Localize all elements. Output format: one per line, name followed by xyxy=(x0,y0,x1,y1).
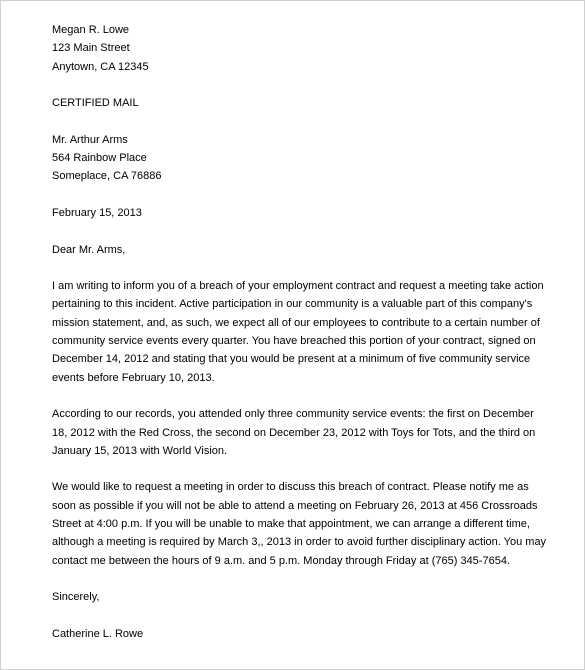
recipient-city-line: Someplace, CA 76886 xyxy=(52,170,162,183)
signature-name: Catherine L. Rowe xyxy=(52,627,144,640)
paragraph-line: 18, 2012 with the Red Cross, the second on December 23, 2012 with Toys for Tots, and the third on xyxy=(52,426,536,439)
paragraph-line: mission statement, and, as such, we expect all of our employees to contribute to a certain number of xyxy=(52,316,540,329)
paragraph-line: Street at 4:00 p.m. If you will be unable to make that appointment, we can arrange a different time, xyxy=(52,518,530,531)
spacer xyxy=(52,186,552,204)
sender-address xyxy=(52,21,552,76)
paragraph-line: December 14, 2012 and stating that you would be present at a minimum of five community service xyxy=(52,353,531,366)
sender-city-line: Anytown, CA 12345 xyxy=(52,60,149,73)
body-paragraph-1 xyxy=(52,277,552,387)
paragraph-line: soon as possible if you will not be able to attend a meeting on February 26, 2013 at 456 Crossroads xyxy=(52,499,538,512)
recipient-address xyxy=(52,131,552,186)
body-paragraph-3 xyxy=(52,478,552,569)
spacer xyxy=(52,259,552,277)
letter-body xyxy=(52,21,552,643)
paragraph-line: I am writing to inform you of a breach of your employment contract and request a meeting take action xyxy=(52,280,544,293)
recipient-name: Mr. Arthur Arms xyxy=(52,133,128,146)
spacer xyxy=(52,387,552,405)
spacer xyxy=(52,76,552,94)
spacer xyxy=(52,112,552,130)
spacer xyxy=(52,570,552,588)
salutation: Dear Mr. Arms, xyxy=(52,243,126,256)
body-paragraph-2 xyxy=(52,405,552,460)
letter-date: February 15, 2013 xyxy=(52,206,142,219)
closing: Sincerely, xyxy=(52,591,100,604)
paragraph-line: events before February 10, 2013. xyxy=(52,371,215,384)
delivery-method: CERTIFIED MAIL xyxy=(52,97,139,110)
sender-street: 123 Main Street xyxy=(52,42,130,55)
paragraph-line: January 15, 2013 with World Vision. xyxy=(52,444,228,457)
spacer xyxy=(52,607,552,625)
paragraph-line: According to our records, you attended only three community service events: the first on December xyxy=(52,408,534,421)
sender-name: Megan R. Lowe xyxy=(52,24,130,36)
paragraph-line: pertaining to this incident. Active participation in our community is a valuable part of this company's xyxy=(52,298,533,311)
paragraph-line: We would like to request a meeting in order to discuss this breach of contract. Please notify me as xyxy=(52,481,529,494)
recipient-street: 564 Rainbow Place xyxy=(52,152,147,165)
paragraph-line: community service events every quarter. You have breached this portion of your contract, signed on xyxy=(52,335,536,348)
spacer xyxy=(52,222,552,240)
paragraph-line: contact me between the hours of 9 a.m. and 5 p.m. Monday through Friday at (765) 345-7654. xyxy=(52,554,510,567)
spacer xyxy=(52,460,552,478)
paragraph-line: although a meeting is required by March 3,, 2013 in order to avoid further disciplinary action. You may xyxy=(52,536,547,549)
